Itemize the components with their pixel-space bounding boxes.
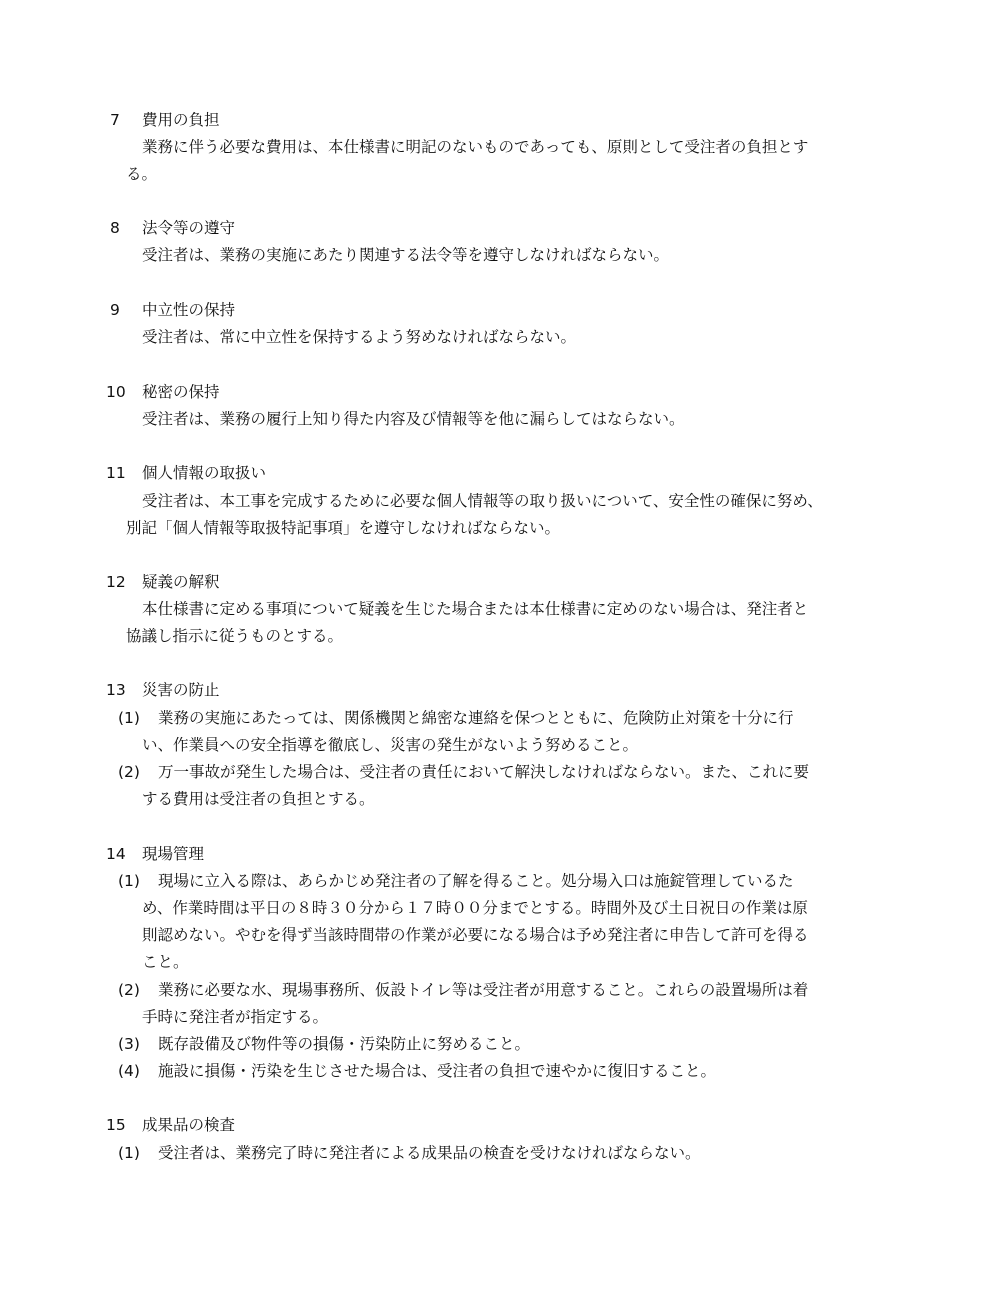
item-label: (4) xyxy=(118,1062,140,1080)
item-text: 業務の実施にあたっては、関係機関と綿密な連絡を保つとともに、危険防止対策を十分に行 xyxy=(158,709,794,727)
section-heading: 成果品の検査 xyxy=(142,1116,236,1134)
item-text: め、作業時間は平日の８時３０分から１７時００分までとする。時間外及び土日祝日の作業は原 xyxy=(142,899,808,917)
section-heading: 疑義の解釈 xyxy=(142,573,220,591)
item-text: 既存設備及び物件等の損傷・汚染防止に努めること。 xyxy=(158,1035,531,1053)
section-heading: 個人情報の取扱い xyxy=(142,464,267,482)
section-number: 14 xyxy=(106,845,126,863)
item-text: 施設に損傷・汚染を生じさせた場合は、受注者の負担で速やかに復旧すること。 xyxy=(158,1062,717,1080)
section-text: 本仕様書に定める事項について疑義を生じた場合または本仕様書に定めのない場合は、発注者と xyxy=(142,600,809,618)
item-text: 手時に発注者が指定する。 xyxy=(142,1008,329,1026)
section-number: 9 xyxy=(110,301,120,319)
section-number: 15 xyxy=(106,1116,126,1134)
section-heading: 費用の負担 xyxy=(142,111,220,129)
item-text: する費用は受注者の負担とする。 xyxy=(142,790,375,808)
section-text: 受注者は、本工事を完成するために必要な個人情報等の取り扱いについて、安全性の確保に努め、 xyxy=(142,492,823,510)
section-number: 12 xyxy=(106,573,126,591)
section-number: 8 xyxy=(110,219,120,237)
section-heading: 中立性の保持 xyxy=(142,301,236,319)
section-text: 受注者は、常に中立性を保持するよう努めなければならない。 xyxy=(142,328,577,346)
item-text: 現場に立入る際は、あらかじめ発注者の了解を得ること。処分場入口は施錠管理しているた xyxy=(158,872,794,890)
section-heading: 災害の防止 xyxy=(142,681,220,699)
section-text: る。 xyxy=(126,165,158,183)
item-label: (1) xyxy=(118,872,140,890)
item-label: (1) xyxy=(118,1144,140,1162)
section-heading: 法令等の遵守 xyxy=(142,219,236,237)
section-number: 7 xyxy=(110,111,120,129)
item-text: い、作業員への安全指導を徹底し、災害の発生がないよう努めること。 xyxy=(142,736,639,754)
section-number: 10 xyxy=(106,383,126,401)
item-label: (2) xyxy=(118,981,140,999)
item-text: 万一事故が発生した場合は、受注者の責任において解決しなければならない。また、これに要 xyxy=(158,763,810,781)
item-text: 則認めない。やむを得ず当該時間帯の作業が必要になる場合は予め発注者に申告して許可を得る xyxy=(142,926,809,944)
section-heading: 秘密の保持 xyxy=(142,383,220,401)
item-text: 業務に必要な水、現場事務所、仮設トイレ等は受注者が用意すること。これらの設置場所は着 xyxy=(158,981,809,999)
item-text: 受注者は、業務完了時に発注者による成果品の検査を受けなければならない。 xyxy=(158,1144,701,1162)
section-text: 協議し指示に従うものとする。 xyxy=(126,627,344,645)
item-label: (1) xyxy=(118,709,140,727)
item-text: こと。 xyxy=(142,953,189,971)
item-label: (3) xyxy=(118,1035,140,1053)
section-text: 受注者は、業務の履行上知り得た内容及び情報等を他に漏らしてはならない。 xyxy=(142,410,685,428)
section-text: 業務に伴う必要な費用は、本仕様書に明記のないものであっても、原則として受注者の負担とす xyxy=(142,138,809,156)
section-text: 別記「個人情報等取扱特記事項」を遵守しなければならない。 xyxy=(126,519,561,537)
section-heading: 現場管理 xyxy=(142,845,205,863)
item-label: (2) xyxy=(118,763,140,781)
section-number: 13 xyxy=(106,681,126,699)
section-text: 受注者は、業務の実施にあたり関連する法令等を遵守しなければならない。 xyxy=(142,246,670,264)
section-number: 11 xyxy=(106,464,126,482)
